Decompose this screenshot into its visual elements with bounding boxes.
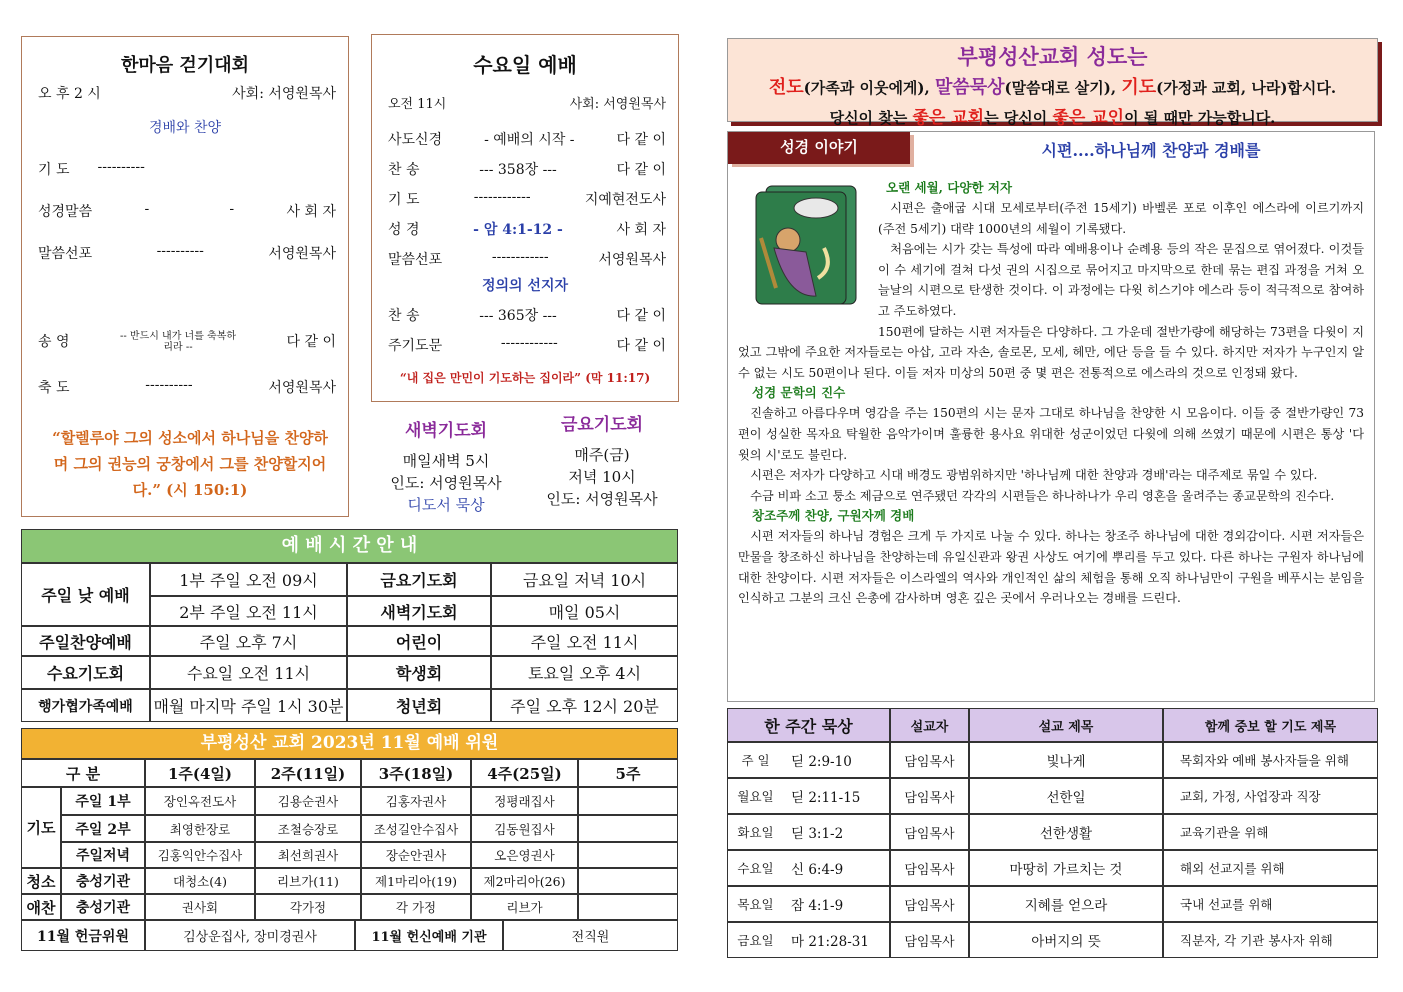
weekly-prayer-topic: 직분자, 각 기관 봉사자 위해 [1163, 922, 1378, 958]
walk-row: 성경말씀 - - 사 회 자 [38, 201, 336, 220]
duty-group-label: 기도 [21, 787, 61, 868]
duty-cell: 오은영권사 [471, 842, 578, 868]
schedule-cell: 새벽기도회 [347, 596, 491, 626]
duty-cell [578, 868, 678, 894]
motto-banner [727, 38, 1378, 128]
dawn-prayer: 새벽기도회 매일새벽 5시 인도: 서영원목사 디도서 묵상 [378, 420, 514, 516]
duty-cell: 김홍자권사 [361, 787, 471, 815]
duty-cell: 조성길안수집사 [361, 815, 471, 842]
weekly-preacher: 담임목사 [890, 886, 969, 922]
duty-cell [578, 787, 678, 815]
schedule-cell: 매월 마지막 주일 1시 30분 [150, 689, 347, 722]
weekly-header-cell: 설교 제목 [969, 708, 1163, 742]
duty-title: 부평성산 교회 2023년 11월 예배 위원 [21, 728, 678, 759]
schedule-cell: 주일 낮 예배 [21, 563, 150, 626]
weekly-scripture: 딛 2:9-10 [783, 742, 890, 778]
motto-line-3: 당신이 찾는 좋은 교회는 당신이 좋은 교인이 될 때만 가능합니다. [829, 108, 1276, 128]
duty-cell: 권사회 [145, 894, 255, 920]
weekly-prayer-topic: 국내 선교를 위해 [1163, 886, 1378, 922]
weekly-scripture: 마 21:28-31 [783, 922, 890, 958]
weekly-day: 수요일 [727, 850, 783, 886]
weekly-scripture: 딛 2:11-15 [783, 778, 890, 814]
weekly-preacher: 담임목사 [890, 922, 969, 958]
duty-cell: 리브가 [471, 894, 578, 920]
story-title: 시편....하나님께 찬양과 경배를 [1041, 141, 1261, 160]
schedule-cell: 수요기도회 [21, 656, 150, 689]
weekly-day: 금요일 [727, 922, 783, 958]
weekly-scripture: 잠 4:1-9 [783, 886, 890, 922]
duty-cell: 제2마리아(26) [471, 868, 578, 894]
weekly-scripture: 딛 3:1-2 [783, 814, 890, 850]
dedication-label: 11월 헌신예배 기관 [355, 920, 503, 951]
motto-title: 부평성산교회 성도는 [957, 44, 1148, 69]
weekly-preacher: 담임목사 [890, 814, 969, 850]
wed-row: 성 경 - 암 4:1-12 - 사 회 자 [388, 222, 666, 238]
walk-row: 축 도 ---------- 서영원목사 [38, 377, 336, 396]
schedule-cell: 매일 05시 [491, 596, 678, 626]
duty-row-label: 충성기관 [61, 894, 145, 920]
walk-verse: “할렐루야 그의 성소에서 하나님을 찬양하며 그의 권능의 궁창에서 그를 찬양할지어다.” (시 150:1) [52, 429, 328, 499]
weekly-sermon-title: 아버지의 뜻 [969, 922, 1163, 958]
wednesday-service-box [371, 34, 679, 402]
weekly-sermon-title: 빛나게 [969, 742, 1163, 778]
schedule-cell: 주일찬양예배 [21, 626, 150, 656]
wed-row: 기 도 ------------ 지예현전도사 [388, 189, 666, 208]
schedule-cell: 토요일 오후 4시 [491, 656, 678, 689]
wed-row: 주기도문 ------------ 다 같 이 [388, 335, 666, 354]
duty-cell: 최선희권사 [255, 842, 361, 868]
wed-row: 사도신경 - 예배의 시작 - 다 같 이 [388, 132, 666, 148]
walk-row: 말씀선포 ---------- 서영원목사 [38, 243, 336, 262]
wed-row: 말씀선포 ------------ 서영원목사 [388, 249, 666, 268]
weekly-header-cell: 설교자 [890, 708, 969, 742]
weekly-sermon-title: 선한일 [969, 778, 1163, 814]
schedule-cell: 1부 주일 오전 09시 [150, 563, 347, 596]
weekly-day: 화요일 [727, 814, 783, 850]
wed-row: 찬 송 --- 358장 --- 다 같 이 [388, 162, 666, 178]
offering-members: 김상운집사, 장미경권사 [145, 920, 355, 951]
duty-row-label: 주일 2부 [61, 815, 145, 842]
schedule-cell: 청년회 [347, 689, 491, 722]
dedication-group: 전직원 [503, 920, 678, 951]
weekly-prayer-topic: 교회, 가정, 사업장과 직장 [1163, 778, 1378, 814]
weekly-scripture: 신 6:4-9 [783, 850, 890, 886]
duty-cell [578, 894, 678, 920]
weekly-preacher: 담임목사 [890, 742, 969, 778]
walk-presider: 사회: 서영원목사 [232, 86, 336, 102]
duty-cell: 김홍익안수집사 [145, 842, 255, 868]
friday-title: 금요기도회 [560, 415, 644, 435]
duty-cell: 김동원집사 [471, 815, 578, 842]
wed-row: 찬 송 --- 365장 --- 다 같 이 [388, 308, 666, 324]
walk-row: 송 영 -- 반드시 내가 너를 축복하리라 -- 다 같 이 [38, 331, 336, 353]
schedule-cell: 금요일 저녁 10시 [491, 563, 678, 596]
schedule-title: 예 배 시 간 안 내 [21, 529, 678, 563]
duty-row-label: 주일 1부 [61, 787, 145, 815]
bible-story-box [727, 131, 1375, 702]
wed-verse: “내 집은 만민이 기도하는 집이라” (막 11:17) [399, 371, 651, 385]
weekly-sermon-title: 선한생활 [969, 814, 1163, 850]
story-heading-1: 오랜 세월, 다양한 저자 [886, 180, 1013, 195]
story-tag: 성경 이야기 [728, 132, 910, 164]
weekly-day: 월요일 [727, 778, 783, 814]
walk-row: 기 도 ---------- [38, 159, 145, 178]
schedule-cell: 주일 오후 12시 20분 [491, 689, 678, 722]
dawn-title: 새벽기도회 [404, 421, 488, 441]
duty-cell: 각 가정 [361, 894, 471, 920]
duty-cell [578, 815, 678, 842]
wed-sermon-title: 정의의 선지자 [481, 278, 569, 294]
duty-cell: 정평래집사 [471, 787, 578, 815]
weekly-prayer-topic: 교육기관을 위해 [1163, 814, 1378, 850]
weekly-sermon-title: 마땅히 가르치는 것 [969, 850, 1163, 886]
duty-cell: 대청소(4) [145, 868, 255, 894]
duty-header-cell: 구 분 [21, 759, 145, 787]
schedule-cell: 수요일 오전 11시 [150, 656, 347, 689]
friday-prayer: 금요기도회 매주(금) 저녁 10시 인도: 서영원목사 [532, 414, 672, 510]
schedule-cell: 주일 오후 7시 [150, 626, 347, 656]
duty-cell: 리브가(11) [255, 868, 361, 894]
duty-header-cell: 2주(11일) [255, 759, 361, 787]
story-heading-3: 창조주께 찬양, 구원자께 경배 [752, 508, 915, 524]
walk-title: 한마음 걷기대회 [121, 55, 249, 76]
duty-cell: 최영한장로 [145, 815, 255, 842]
schedule-cell: 금요기도회 [347, 563, 491, 596]
duty-cell: 장인옥전도사 [145, 787, 255, 815]
schedule-cell: 2부 주일 오전 11시 [150, 596, 347, 626]
duty-group-label: 애찬 [21, 894, 61, 920]
duty-header-cell: 3주(18일) [361, 759, 471, 787]
weekly-day: 목요일 [727, 886, 783, 922]
walk-event-box [21, 36, 349, 517]
weekly-day: 주 일 [727, 742, 783, 778]
schedule-cell: 어린이 [347, 626, 491, 656]
weekly-sermon-title: 지혜를 얻으라 [969, 886, 1163, 922]
duty-cell: 장순안권사 [361, 842, 471, 868]
weekly-preacher: 담임목사 [890, 778, 969, 814]
duty-cell: 김용순권사 [255, 787, 361, 815]
duty-group-label: 청소 [21, 868, 61, 894]
duty-cell [578, 842, 678, 868]
story-body: 오랜 세월, 다양한 저자 시편은 출애굽 시대 모세로부터(주전 15세기) 바벨론 포로 이후인 에스라에 이르기까지(주전 5세기) 대략 1000년의 세월이 기록됐다. 처음에는 시가 갖는 특성에 따라 예배용이나 순례용 등의 작은 문집으로 엮어졌다. 이것들이 수 세기에 걸쳐 다섯 권의 시집으로 묶어지고 마지막으로 한데 묶는 편집 과정을 거쳐 오늘날의 시편으로 탄생한 것이다. 이 과정에는 다윗 히스기야 에스라 등이 적극적으로 참여하고 주도하였다. 150편에 달하는 시편 저자들은 다양하다. 그 가운데 절반가량에 해당하는 73편을 다윗이 지었고 그밖에 주요한 저자들로는 아삽, 고라 자손, 솔로몬, 모세, 헤만, 에단 등을 들 수 있다. 하지만 저자가 누구인지 알 수 없는 시도 50편이나 된다. 이들 저자 미상의 50편 중 몇 편은 전통적으로 에스라의 것으로 인정돼 왔다. 성경 문학의 진수 진솔하고 아름다우며 영감을 주는 150편의 시는 문자 그대로 하나님을 찬양한 시 모음이다. 이들 중 절반가량인 73편이 성실한 목자요 탁월한 음악가이며 훌륭한 용사요 위대한 성군이었던 다윗에 의해 쓰였기 때문에 시편은 통상 '다윗의 시'로도 불린다. 시편은 저자가 다양하고 시대 배경도 광범위하지만 '하나님께 대한 찬양과 경배'라는 대주제로 묶일 수 있다. 수금 비파 소고 퉁소 제금으로 연주됐던 각각의 시편들은 하나하나가 우리 영혼을 울려주는 종교문학의 진수다. 창조주께 찬양, 구원자께 경배 시편 저자들의 하나님 경험은 크게 두 가지로 나눌 수 있다. 하나는 창조주 하나님에 대한 경외감이다. 시편 저자들은 만물을 창조하신 하나님을 찬양하는데 유일신관과 왕권 사상도 여기에 뿌리를 두고 있다. 다른 하나는 구원자 하나님에 대한 찬양이다. 시편 저자들은 이스라엘의 역사와 개인적인 삶의 체험을 통해 오직 하나님만이 구원을 베푸시는 분임을 인식하고 그분의 크신 은총에 감사하며 영혼 깊은 곳에서 우러나오는 경배를 드린다. [738, 180, 1364, 606]
motto-line-2: 전도(가족과 이웃에게), 말씀묵상(말씀대로 살기), 기도(가정과 교회, 나라)합시다. [768, 77, 1337, 98]
duty-row-label: 주일저녁 [61, 842, 145, 868]
duty-cell: 조철승장로 [255, 815, 361, 842]
duty-header-cell: 4주(25일) [471, 759, 578, 787]
walk-subtitle: 경배와 찬양 [148, 120, 222, 136]
duty-header-cell: 5주 [578, 759, 678, 787]
wed-time: 오전 11시 [388, 97, 447, 112]
weekly-prayer-topic: 목회자와 예배 봉사자들을 위해 [1163, 742, 1378, 778]
walk-time: 오 후 2 시 [38, 86, 101, 102]
wed-presider: 사회: 서영원목사 [569, 97, 666, 112]
weekly-preacher: 담임목사 [890, 850, 969, 886]
duty-row-label: 충성기관 [61, 868, 145, 894]
story-heading-2: 성경 문학의 진수 [752, 385, 846, 401]
schedule-cell: 행가협가족예배 [21, 689, 150, 722]
duty-cell: 각가정 [255, 894, 361, 920]
weekly-header-cell: 한 주간 묵상 [727, 708, 890, 742]
schedule-cell: 주일 오전 11시 [491, 626, 678, 656]
wed-title: 수요일 예배 [473, 53, 577, 77]
duty-header-cell: 1주(4일) [145, 759, 255, 787]
weekly-prayer-topic: 해외 선교지를 위해 [1163, 850, 1378, 886]
duty-cell: 제1마리아(19) [361, 868, 471, 894]
weekly-header-cell: 함께 중보 할 기도 제목 [1163, 708, 1378, 742]
schedule-cell: 학생회 [347, 656, 491, 689]
offering-label: 11월 헌금위원 [21, 920, 145, 951]
